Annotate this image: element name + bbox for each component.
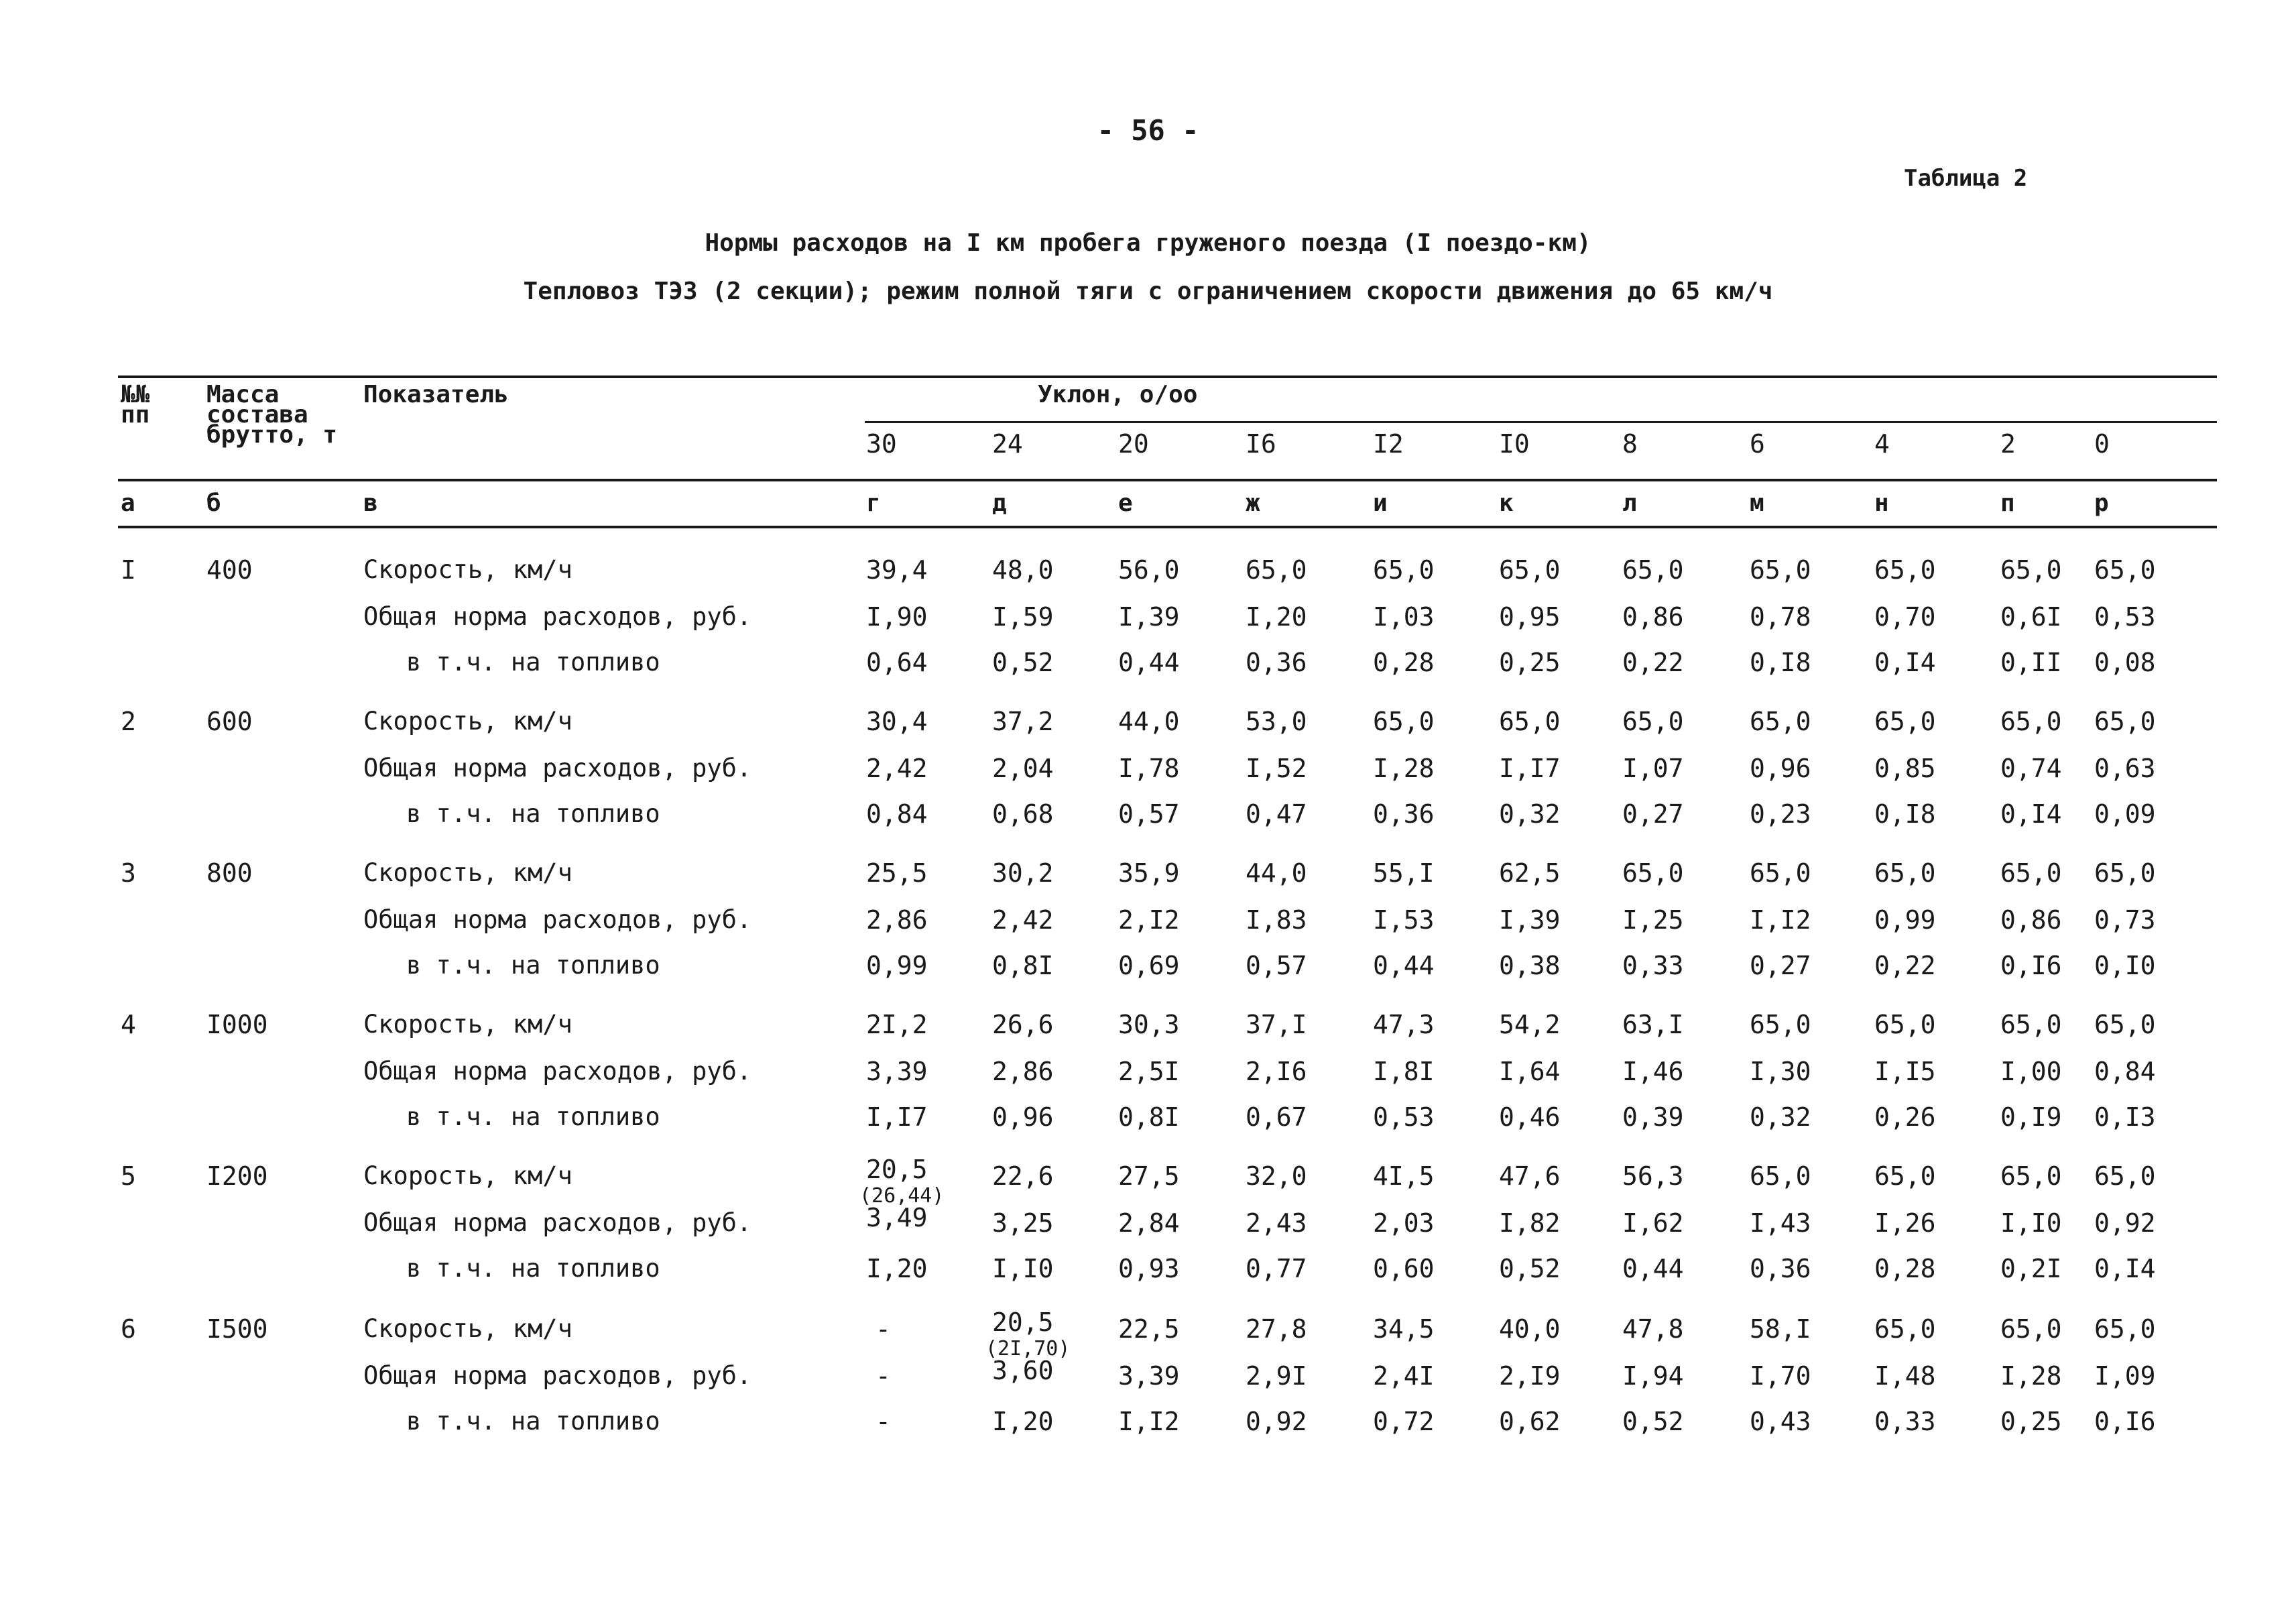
column-letter-2: в (363, 489, 378, 517)
value-norm: 0,63 (2094, 754, 2156, 783)
value-speed: 32,0 (1246, 1161, 1307, 1191)
value-speed: 65,0 (1622, 858, 1684, 888)
value-norm: - (875, 1361, 891, 1391)
row-number: 4 (121, 1010, 136, 1039)
value-norm: 2,9I (1246, 1361, 1307, 1391)
value-norm: I,09 (2094, 1361, 2156, 1391)
value-norm: I,52 (1246, 754, 1307, 783)
header-mass: Масса состава брутто, т (206, 381, 338, 449)
value-speed: 35,9 (1118, 858, 1180, 888)
value-speed: 65,0 (1750, 1161, 1811, 1191)
column-letter-5: е (1118, 489, 1133, 517)
value-fuel: 0,I0 (2094, 951, 2156, 980)
row-number: 3 (121, 858, 136, 888)
value-norm: 0,92 (2094, 1208, 2156, 1238)
value-norm: 3,39 (1118, 1361, 1180, 1391)
column-letter-9: л (1622, 489, 1637, 517)
value-norm: 0,53 (2094, 602, 2156, 632)
value-fuel: I,20 (866, 1254, 928, 1283)
value-norm: I,00 (2000, 1057, 2062, 1086)
value-speed: 65,0 (1750, 555, 1811, 585)
value-speed: 20,5 (992, 1308, 1054, 1337)
value-speed: 25,5 (866, 858, 928, 888)
value-norm: 0,86 (2000, 905, 2062, 935)
value-norm: I,53 (1373, 905, 1435, 935)
value-speed: 65,0 (1874, 707, 1936, 736)
value-fuel: 0,84 (866, 799, 928, 829)
value-fuel: 0,25 (2000, 1407, 2062, 1436)
value-norm: I,30 (1750, 1057, 1811, 1086)
slope-value-8: 4 (1874, 429, 1890, 459)
value-fuel: 0,II (2000, 648, 2062, 677)
column-letter-10: м (1750, 489, 1764, 517)
indicator-fuel-label: в т.ч. на топливо (406, 648, 660, 677)
column-letter-4: д (992, 489, 1007, 517)
value-fuel: 0,99 (866, 951, 928, 980)
value-norm: 2,43 (1246, 1208, 1307, 1238)
indicator-speed-label: Скорость, км/ч (363, 1314, 572, 1343)
value-norm: I,78 (1118, 754, 1180, 783)
value-norm: I,43 (1750, 1208, 1811, 1238)
row-mass: I500 (206, 1314, 268, 1344)
value-norm: I,I5 (1874, 1057, 1936, 1086)
value-speed: 4I,5 (1373, 1161, 1435, 1191)
value-norm: I,64 (1499, 1057, 1561, 1086)
slope-value-1: 24 (992, 429, 1023, 459)
value-fuel: 0,39 (1622, 1102, 1684, 1132)
value-norm: I,62 (1622, 1208, 1684, 1238)
slope-value-0: 30 (866, 429, 897, 459)
value-fuel: 0,72 (1373, 1407, 1435, 1436)
value-fuel: 0,I6 (2094, 1407, 2156, 1436)
value-fuel: 0,53 (1373, 1102, 1435, 1132)
value-fuel: 0,8I (992, 951, 1054, 980)
value-speed: 65,0 (2000, 1314, 2062, 1344)
value-norm: 2,86 (992, 1057, 1054, 1086)
value-speed: 65,0 (1373, 555, 1435, 585)
value-speed: 65,0 (1750, 1010, 1811, 1039)
value-norm: I,39 (1118, 602, 1180, 632)
value-norm: I,20 (1246, 602, 1307, 632)
value-norm: 2,86 (866, 905, 928, 935)
value-fuel: 0,27 (1750, 951, 1811, 980)
value-norm: I,46 (1622, 1057, 1684, 1086)
value-speed: 27,8 (1246, 1314, 1307, 1344)
value-norm: I,03 (1373, 602, 1435, 632)
value-fuel: I,I0 (992, 1254, 1054, 1283)
speed-note: (26,44) (859, 1184, 945, 1208)
value-norm: I,70 (1750, 1361, 1811, 1391)
value-norm: 3,60 (992, 1356, 1054, 1385)
indicator-speed-label: Скорость, км/ч (363, 707, 572, 736)
value-fuel: 0,I9 (2000, 1102, 2062, 1132)
value-speed: 22,6 (992, 1161, 1054, 1191)
value-fuel: 0,64 (866, 648, 928, 677)
value-fuel: 0,69 (1118, 951, 1180, 980)
value-speed: 20,5 (866, 1155, 928, 1184)
value-speed: 65,0 (1499, 707, 1561, 736)
column-letter-12: п (2000, 489, 2015, 517)
value-speed: 2I,2 (866, 1010, 928, 1039)
value-speed: 65,0 (2094, 707, 2156, 736)
value-norm: I,39 (1499, 905, 1561, 935)
value-norm: 2,I9 (1499, 1361, 1561, 1391)
value-speed: 58,I (1750, 1314, 1811, 1344)
value-speed: 39,4 (866, 555, 928, 585)
value-norm: I,28 (1373, 754, 1435, 783)
slope-value-7: 6 (1750, 429, 1765, 459)
row-number: 2 (121, 707, 136, 736)
value-fuel: 0,60 (1373, 1254, 1435, 1283)
value-speed: 55,I (1373, 858, 1435, 888)
value-fuel: 0,46 (1499, 1102, 1561, 1132)
value-fuel: 0,96 (992, 1102, 1054, 1132)
value-speed: 65,0 (2094, 858, 2156, 888)
value-speed: 30,2 (992, 858, 1054, 888)
value-fuel: 0,I6 (2000, 951, 2062, 980)
value-speed: 47,6 (1499, 1161, 1561, 1191)
value-fuel: 0,22 (1874, 951, 1936, 980)
value-fuel: 0,77 (1246, 1254, 1307, 1283)
table-subtitle: Тепловоз ТЭЗ (2 секции); режим полной тяги с ограничением скорости движения до 65 км/ч (523, 278, 1773, 305)
indicator-fuel-label: в т.ч. на топливо (406, 1407, 660, 1436)
indicator-fuel-label: в т.ч. на топливо (406, 1254, 660, 1283)
value-fuel: - (875, 1407, 891, 1436)
row-mass: I000 (206, 1010, 268, 1039)
column-letter-11: н (1874, 489, 1889, 517)
value-fuel: 0,38 (1499, 951, 1561, 980)
value-speed: 48,0 (992, 555, 1054, 585)
row-number: I (121, 555, 136, 585)
value-speed: - (875, 1314, 891, 1344)
indicator-norm-label: Общая норма расходов, руб. (363, 1208, 752, 1237)
column-letter-6: ж (1246, 489, 1260, 517)
value-norm: 0,84 (2094, 1057, 2156, 1086)
value-fuel: 0,52 (1622, 1407, 1684, 1436)
value-fuel: 0,09 (2094, 799, 2156, 829)
row-mass: 800 (206, 858, 253, 888)
value-norm: 2,42 (992, 905, 1054, 935)
column-letter-8: к (1499, 489, 1514, 517)
value-fuel: 0,32 (1499, 799, 1561, 829)
value-norm: 0,78 (1750, 602, 1811, 632)
value-norm: 2,03 (1373, 1208, 1435, 1238)
column-letter-1: б (206, 489, 221, 517)
column-letter-7: и (1373, 489, 1388, 517)
value-norm: 2,42 (866, 754, 928, 783)
column-letter-3: г (866, 489, 881, 517)
value-speed: 22,5 (1118, 1314, 1180, 1344)
value-norm: 0,6I (2000, 602, 2062, 632)
value-fuel: 0,26 (1874, 1102, 1936, 1132)
value-speed: 65,0 (1750, 707, 1811, 736)
value-fuel: 0,52 (1499, 1254, 1561, 1283)
value-speed: 65,0 (2094, 1314, 2156, 1344)
value-fuel: 0,57 (1246, 951, 1307, 980)
value-norm: I,25 (1622, 905, 1684, 935)
value-fuel: 0,68 (992, 799, 1054, 829)
value-fuel: 0,25 (1499, 648, 1561, 677)
value-speed: 40,0 (1499, 1314, 1561, 1344)
value-fuel: I,20 (992, 1407, 1054, 1436)
value-fuel: 0,22 (1622, 648, 1684, 677)
value-fuel: 0,I4 (2094, 1254, 2156, 1283)
value-speed: 30,4 (866, 707, 928, 736)
value-norm: I,28 (2000, 1361, 2062, 1391)
indicator-fuel-label: в т.ч. на топливо (406, 1102, 660, 1131)
speed-note: (2I,70) (985, 1337, 1071, 1360)
value-speed: 65,0 (1373, 707, 1435, 736)
value-speed: 65,0 (2000, 1010, 2062, 1039)
value-norm: 0,74 (2000, 754, 2062, 783)
value-speed: 65,0 (2000, 707, 2062, 736)
value-fuel: 0,92 (1246, 1407, 1307, 1436)
slope-value-4: I2 (1373, 429, 1404, 459)
slope-value-10: 0 (2094, 429, 2110, 459)
header-num: №№ пп (121, 381, 150, 428)
indicator-norm-label: Общая норма расходов, руб. (363, 1361, 752, 1390)
value-norm: I,07 (1622, 754, 1684, 783)
value-fuel: 0,67 (1246, 1102, 1307, 1132)
value-fuel: 0,28 (1874, 1254, 1936, 1283)
value-speed: 53,0 (1246, 707, 1307, 736)
value-norm: 0,95 (1499, 602, 1561, 632)
value-speed: 47,8 (1622, 1314, 1684, 1344)
indicator-norm-label: Общая норма расходов, руб. (363, 905, 752, 934)
value-speed: 27,5 (1118, 1161, 1180, 1191)
value-speed: 65,0 (1622, 555, 1684, 585)
value-norm: 2,04 (992, 754, 1054, 783)
indicator-norm-label: Общая норма расходов, руб. (363, 754, 752, 782)
slope-value-9: 2 (2000, 429, 2016, 459)
value-norm: 3,25 (992, 1208, 1054, 1238)
value-norm: I,90 (866, 602, 928, 632)
value-speed: 30,3 (1118, 1010, 1180, 1039)
value-norm: 3,49 (866, 1203, 928, 1232)
indicator-norm-label: Общая норма расходов, руб. (363, 602, 752, 631)
value-norm: I,8I (1373, 1057, 1435, 1086)
value-fuel: 0,36 (1750, 1254, 1811, 1283)
value-fuel: 0,28 (1373, 648, 1435, 677)
value-norm: 0,70 (1874, 602, 1936, 632)
value-norm: 2,I2 (1118, 905, 1180, 935)
value-norm: I,I0 (2000, 1208, 2062, 1238)
value-norm: I,48 (1874, 1361, 1936, 1391)
indicator-speed-label: Скорость, км/ч (363, 858, 572, 887)
value-speed: 65,0 (2000, 858, 2062, 888)
value-fuel: 0,33 (1622, 951, 1684, 980)
value-speed: 37,I (1246, 1010, 1307, 1039)
value-norm: I,83 (1246, 905, 1307, 935)
indicator-norm-label: Общая норма расходов, руб. (363, 1057, 752, 1086)
value-fuel: 0,62 (1499, 1407, 1561, 1436)
value-speed: 62,5 (1499, 858, 1561, 888)
value-fuel: 0,I8 (1750, 648, 1811, 677)
value-fuel: 0,27 (1622, 799, 1684, 829)
value-norm: 2,84 (1118, 1208, 1180, 1238)
value-fuel: 0,93 (1118, 1254, 1180, 1283)
slope-value-6: 8 (1622, 429, 1638, 459)
value-fuel: 0,33 (1874, 1407, 1936, 1436)
value-fuel: 0,44 (1373, 951, 1435, 980)
indicator-speed-label: Скорость, км/ч (363, 555, 572, 584)
value-speed: 65,0 (2000, 1161, 2062, 1191)
value-norm: I,26 (1874, 1208, 1936, 1238)
value-fuel: 0,43 (1750, 1407, 1811, 1436)
value-norm: I,I7 (1499, 754, 1561, 783)
header-slope: Уклон, о/оо (1038, 381, 1198, 408)
value-norm: I,94 (1622, 1361, 1684, 1391)
table-label: Таблица 2 (1904, 165, 2028, 192)
value-speed: 44,0 (1246, 858, 1307, 888)
value-speed: 47,3 (1373, 1010, 1435, 1039)
value-speed: 65,0 (2000, 555, 2062, 585)
value-norm: 2,5I (1118, 1057, 1180, 1086)
slope-value-2: 20 (1118, 429, 1149, 459)
value-speed: 65,0 (1874, 858, 1936, 888)
indicator-fuel-label: в т.ч. на топливо (406, 951, 660, 980)
value-speed: 65,0 (1874, 1010, 1936, 1039)
value-norm: 3,39 (866, 1057, 928, 1086)
value-speed: 44,0 (1118, 707, 1180, 736)
page-number: - 56 - (1097, 114, 1199, 147)
value-speed: 65,0 (2094, 555, 2156, 585)
column-letter-13: р (2094, 489, 2109, 517)
value-fuel: 0,I3 (2094, 1102, 2156, 1132)
header-bottom-rule (118, 479, 2217, 481)
value-fuel: 0,2I (2000, 1254, 2062, 1283)
value-norm: I,59 (992, 602, 1054, 632)
value-fuel: 0,52 (992, 648, 1054, 677)
header-indicator: Показатель (363, 381, 509, 408)
value-speed: 65,0 (1499, 555, 1561, 585)
value-norm: 0,73 (2094, 905, 2156, 935)
value-fuel: 0,44 (1622, 1254, 1684, 1283)
value-speed: 65,0 (2094, 1161, 2156, 1191)
value-norm: 2,4I (1373, 1361, 1435, 1391)
value-speed: 65,0 (1622, 707, 1684, 736)
slope-header-rule (865, 421, 2217, 423)
column-letter-0: а (121, 489, 135, 517)
slope-value-3: I6 (1246, 429, 1276, 459)
value-norm: I,82 (1499, 1208, 1561, 1238)
value-fuel: 0,23 (1750, 799, 1811, 829)
value-fuel: 0,44 (1118, 648, 1180, 677)
value-norm: 0,96 (1750, 754, 1811, 783)
value-fuel: 0,32 (1750, 1102, 1811, 1132)
row-mass: I200 (206, 1161, 268, 1191)
value-speed: 54,2 (1499, 1010, 1561, 1039)
value-fuel: 0,36 (1246, 648, 1307, 677)
table-title: Нормы расходов на I км пробега груженого поезда (I поездо-км) (705, 229, 1591, 257)
value-fuel: 0,8I (1118, 1102, 1180, 1132)
value-fuel: 0,47 (1246, 799, 1307, 829)
indicator-fuel-label: в т.ч. на топливо (406, 799, 660, 828)
value-fuel: 0,57 (1118, 799, 1180, 829)
value-speed: 65,0 (1874, 1161, 1936, 1191)
indicator-speed-label: Скорость, км/ч (363, 1161, 572, 1190)
value-speed: 56,3 (1622, 1161, 1684, 1191)
value-fuel: 0,I4 (1874, 648, 1936, 677)
row-number: 6 (121, 1314, 136, 1344)
value-fuel: 0,08 (2094, 648, 2156, 677)
value-speed: 34,5 (1373, 1314, 1435, 1344)
slope-value-5: I0 (1499, 429, 1530, 459)
letters-bottom-rule (118, 526, 2217, 528)
value-speed: 63,I (1622, 1010, 1684, 1039)
value-speed: 65,0 (1874, 1314, 1936, 1344)
value-fuel: I,I2 (1118, 1407, 1180, 1436)
row-mass: 400 (206, 555, 253, 585)
value-fuel: 0,I4 (2000, 799, 2062, 829)
value-norm: 2,I6 (1246, 1057, 1307, 1086)
value-norm: 0,86 (1622, 602, 1684, 632)
value-speed: 37,2 (992, 707, 1054, 736)
value-speed: 26,6 (992, 1010, 1054, 1039)
table-top-rule (118, 375, 2217, 378)
row-number: 5 (121, 1161, 136, 1191)
row-mass: 600 (206, 707, 253, 736)
value-speed: 65,0 (1246, 555, 1307, 585)
value-fuel: 0,36 (1373, 799, 1435, 829)
indicator-speed-label: Скорость, км/ч (363, 1010, 572, 1039)
value-norm: 0,99 (1874, 905, 1936, 935)
value-norm: I,I2 (1750, 905, 1811, 935)
value-speed: 65,0 (2094, 1010, 2156, 1039)
value-speed: 56,0 (1118, 555, 1180, 585)
value-norm: 0,85 (1874, 754, 1936, 783)
value-speed: 65,0 (1874, 555, 1936, 585)
value-speed: 65,0 (1750, 858, 1811, 888)
value-fuel: I,I7 (866, 1102, 928, 1132)
value-fuel: 0,I8 (1874, 799, 1936, 829)
